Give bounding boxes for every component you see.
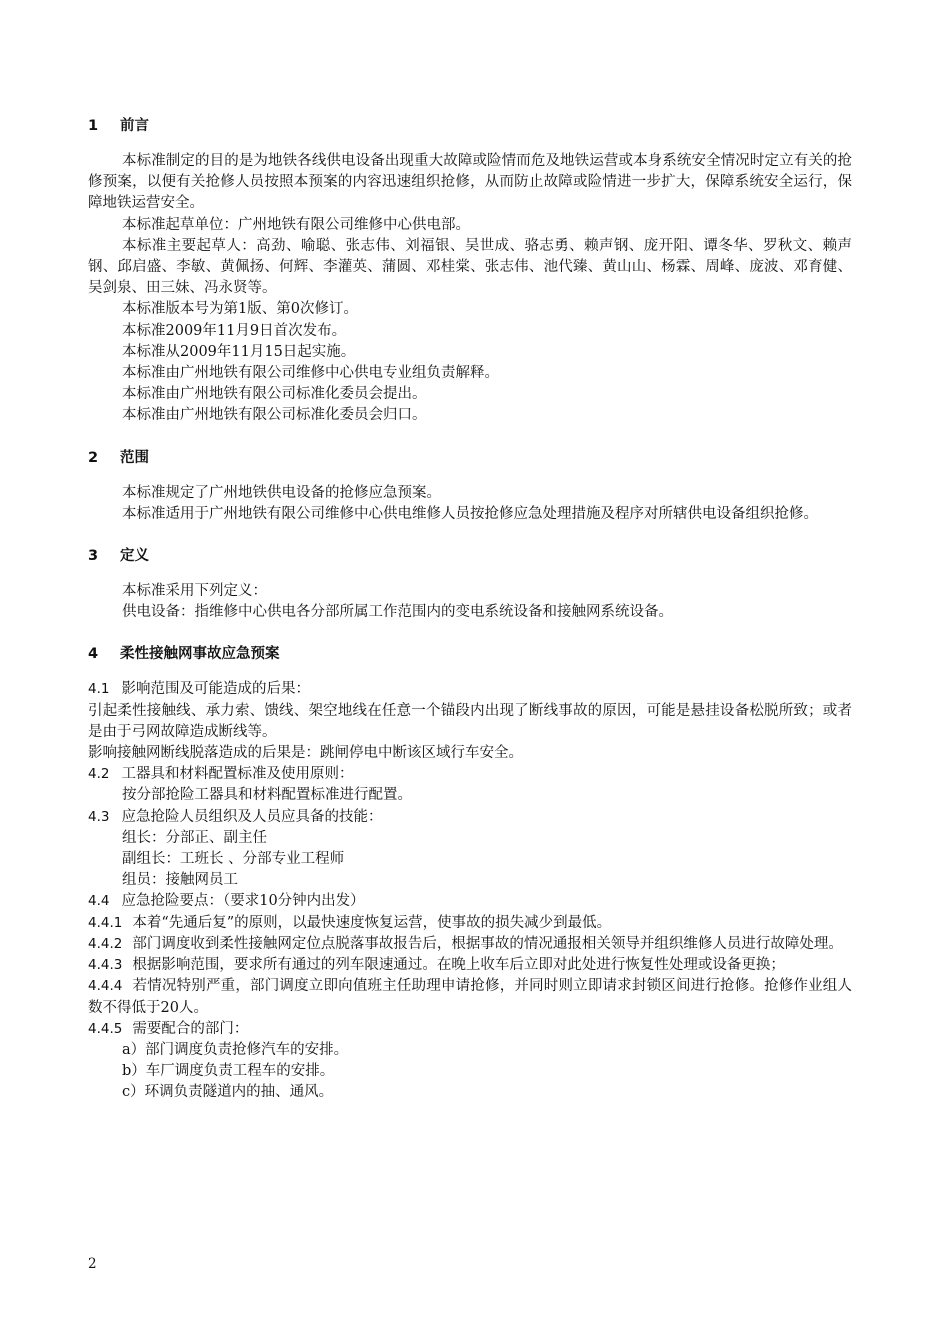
section-title: 定义 bbox=[120, 548, 149, 565]
section-number: 1 bbox=[88, 118, 99, 134]
team-role-line: 副组长：工班长 、分部专业工程师 bbox=[122, 851, 345, 868]
subsection-number: 4.4 bbox=[88, 893, 110, 910]
preface-paragraph: 本标准起草单位：广州地铁有限公司维修中心供电部。 bbox=[122, 216, 470, 233]
emergency-point-item bbox=[88, 913, 852, 934]
subsection-4-3-heading bbox=[88, 807, 852, 828]
preface-paragraph: 本标准由广州地铁有限公司维修中心供电专业组负责解释。 bbox=[122, 365, 499, 382]
subsection-number: 4.2 bbox=[88, 766, 110, 783]
subsection-4-1-line: 引起柔性接触线、承力索、馈线、架空地线在任意一个锚段内出现了断线事故的原因，可能是悬挂设备松脱所致；或者是由于弓网故障造成断线等。 bbox=[88, 702, 852, 740]
preface-paragraph: 本标准由广州地铁有限公司标准化委员会提出。 bbox=[122, 386, 427, 403]
section-heading-2 bbox=[88, 448, 852, 469]
item-text: 部门调度收到柔性接触网定位点脱落事故报告后，根据事故的情况通报相关领导并组织维修人员进行故障处理。 bbox=[132, 935, 843, 952]
item-text: 本着“先通后复”的原则，以最快速度恢复运营，使事故的损失减少到最低。 bbox=[132, 914, 612, 931]
subsection-4-1-line: 影响接触网断线脱落造成的后果是：跳闸停电中断该区域行车安全。 bbox=[88, 745, 523, 762]
preface-paragraph: 本标准由广州地铁有限公司标准化委员会归口。 bbox=[122, 407, 427, 424]
scope-paragraph: 本标准规定了广州地铁供电设备的抢修应急预案。 bbox=[122, 484, 441, 501]
subsection-title: 应急抢险人员组织及人员应具备的技能： bbox=[121, 808, 383, 825]
preface-paragraph: 本标准2009年11月9日首次发布。 bbox=[122, 322, 347, 339]
preface-paragraph: 本标准从2009年11月15日起实施。 bbox=[122, 343, 356, 360]
preface-paragraph: 本标准版本号为第1版、第0次修订。 bbox=[122, 301, 358, 318]
preface-paragraph: 本标准制定的目的是为地铁各线供电设备出现重大故障或险情而危及地铁运营或本身系统安全情况时定立有关的抢修预案，以便有关抢修人员按照本预案的内容迅速组织抢修，从而防止故障或险情进一步扩大，保障系统安全运行，保障地铁运营安全。 bbox=[88, 153, 852, 212]
definition-paragraph: 本标准采用下列定义： bbox=[122, 583, 267, 600]
subsection-4-2-heading bbox=[88, 764, 852, 785]
emergency-point-item bbox=[88, 934, 852, 955]
subsection-title: 应急抢险要点：（要求10分钟内出发） bbox=[121, 893, 365, 910]
subsection-title: 影响范围及可能造成的后果： bbox=[121, 681, 310, 698]
scope-paragraph: 本标准适用于广州地铁有限公司维修中心供电维修人员按抢修应急处理措施及程序对所辖供电设备组织抢修。 bbox=[122, 505, 818, 522]
item-text: 需要配合的部门： bbox=[132, 1020, 249, 1037]
subsection-title: 工器具和材料配置标准及使用原则： bbox=[121, 766, 354, 783]
section-title: 范围 bbox=[120, 449, 149, 466]
definition-paragraph: 供电设备：指维修中心供电各分部所属工作范围内的变电系统设备和接触网系统设备。 bbox=[122, 604, 673, 621]
subsection-number: 4.1 bbox=[88, 681, 110, 698]
item-number: 4.4.4 bbox=[88, 978, 123, 995]
item-number: 4.4.5 bbox=[88, 1020, 123, 1037]
cooperating-department-item: c）环调负责隧道内的抽、通风。 bbox=[122, 1084, 334, 1101]
subsection-4-4-heading bbox=[88, 891, 852, 912]
section-number: 3 bbox=[88, 548, 99, 565]
preface-paragraph: 本标准主要起草人：高劲、喻聪、张志伟、刘福银、吴世成、骆志勇、赖声钢、庞开阳、谭冬华、罗秋文、赖声钢、邱启盛、李敏、黄佩扬、何辉、李灌英、蒲圆、邓桂棠、张志伟、池代臻、黄山山、杨霖、周峰、庞波、邓育健、吴剑泉、田三妹、冯永贤等。 bbox=[88, 237, 852, 297]
item-number: 4.4.2 bbox=[88, 935, 123, 952]
page-number: 2 bbox=[88, 1256, 97, 1272]
emergency-point-item bbox=[88, 955, 852, 976]
item-text: 若情况特别严重，部门调度立即向值班主任助理申请抢修，并同时则立即请求封锁区间进行抢修。抢修作业组人数不得低于20人。 bbox=[88, 978, 852, 1016]
emergency-point-item bbox=[88, 976, 852, 1018]
section-heading-3 bbox=[88, 546, 852, 567]
subsection-number: 4.3 bbox=[88, 808, 110, 825]
section-heading-4 bbox=[88, 644, 852, 665]
team-role-line: 组长：分部正、副主任 bbox=[122, 829, 267, 846]
section-title: 柔性接触网事故应急预案 bbox=[120, 646, 280, 663]
item-number: 4.4.3 bbox=[88, 957, 123, 974]
document-body bbox=[88, 116, 852, 1104]
section-number: 4 bbox=[88, 646, 99, 663]
section-number: 2 bbox=[88, 449, 99, 466]
team-role-line: 组员：接触网员工 bbox=[122, 872, 238, 889]
item-text: 根据影响范围，要求所有通过的列车限速通过。在晚上收车后立即对此处进行恢复性处理或设备更换； bbox=[132, 957, 785, 974]
emergency-point-item bbox=[88, 1019, 852, 1040]
section-title: 前言 bbox=[120, 118, 149, 134]
cooperating-department-item: b）车厂调度负责工程车的安排。 bbox=[122, 1063, 335, 1080]
subsection-4-2-line: 按分部抢险工器具和材料配置标准进行配置。 bbox=[122, 787, 412, 804]
item-number: 4.4.1 bbox=[88, 914, 123, 931]
section-heading-1 bbox=[88, 116, 852, 137]
cooperating-department-item: a）部门调度负责抢修汽车的安排。 bbox=[122, 1041, 349, 1058]
subsection-4-1-heading bbox=[88, 679, 852, 700]
